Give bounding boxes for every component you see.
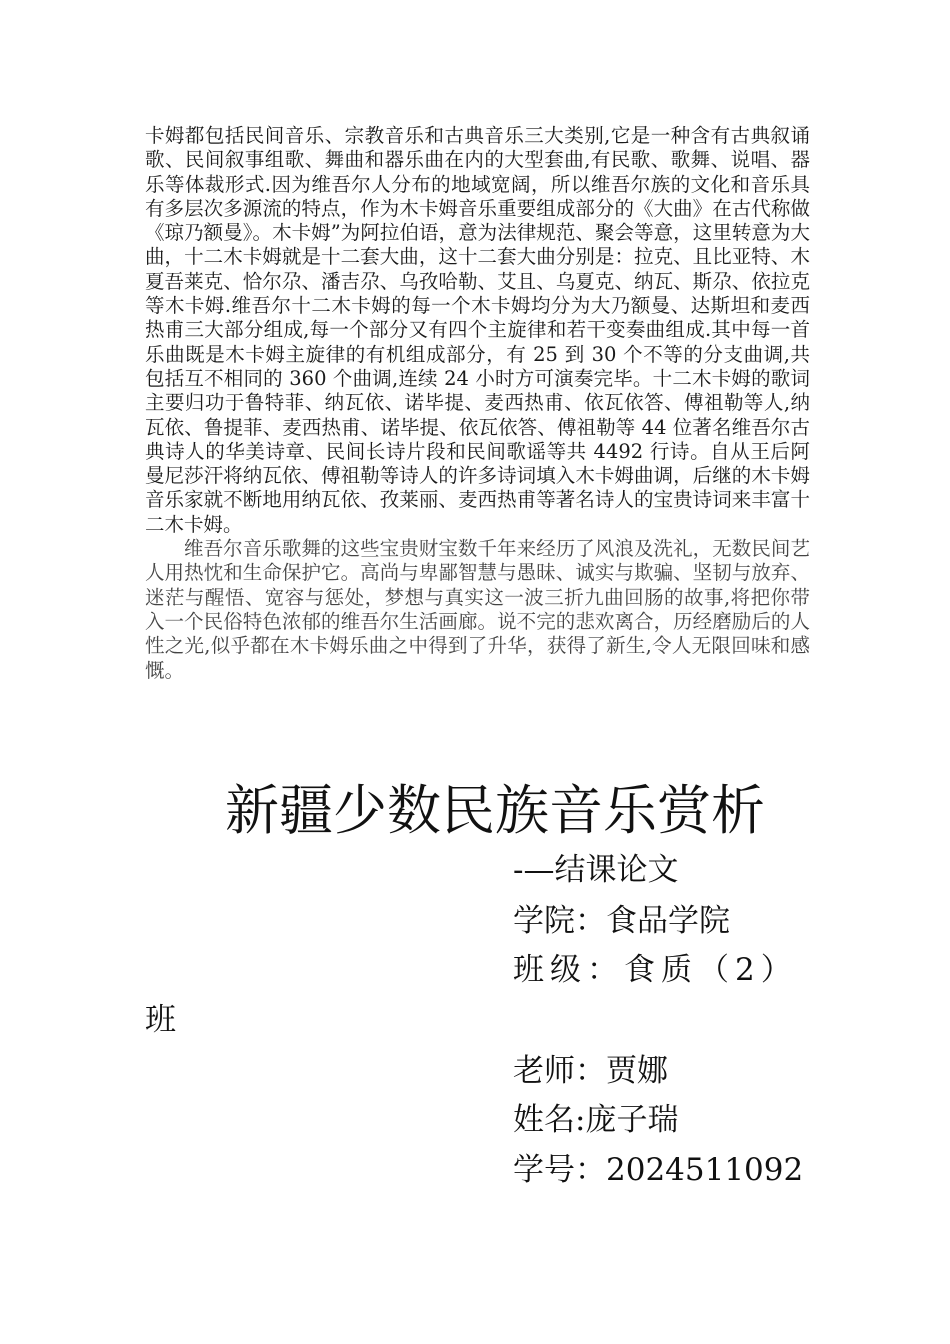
teacher-line: 老师：贾娜 xyxy=(513,1053,668,1089)
name-line: 姓名:庞子瑞 xyxy=(513,1102,679,1138)
paragraph-mukam-intro: 卡姆都包括民间音乐、宗教音乐和古典音乐三大类别,它是一种含有古典叙诵歌、民间叙事组歌、舞曲和器乐曲在内的大型套曲,有民歌、歌舞、说唱、器乐等体裁形式.因为维吾尔人分布的地域宽阔，所以维吾尔族的文化和音乐具有多层次多源流的特点，作为木卡姆音乐重要组成部分的《大曲》在古代称做《琼乃额曼》。木卡姆”为阿拉伯语，意为法律规范、聚会等意，这里转意为大曲，十二木卡姆就是十二套大曲，这十二套大曲分别是：拉克、且比亚特、木夏吾莱克、恰尔尕、潘吉尕、乌孜哈勒、艾且、乌夏克、纳瓦、斯尕、依拉克等木卡姆.维吾尔十二木卡姆的每一个木卡姆均分为大乃额曼、达斯坦和麦西热甫三大部分组成,每一个部分又有四个主旋律和若干变奏曲组成.其中每一首乐曲既是木卡姆主旋律的有机组成部分，有 25 到 30 个不等的分支曲调,共包括互不相同的 360 个曲调,连续 24 小时方可演奏完毕。十二木卡姆的歌词主要归功于鲁特菲、纳瓦依、诺毕提、麦西热甫、依瓦依答、傅祖勒等人,纳瓦依、鲁提菲、麦西热甫、诺毕提、依瓦依答、傅祖勒等 44 位著名维吾尔古典诗人的华美诗章、民间长诗片段和民间歌谣等共 4492 行诗。自从王后阿曼尼莎汗将纳瓦依、傅祖勒等诗人的许多诗词填入木卡姆曲调，后继的木卡姆音乐家就不断地用纳瓦依、孜莱丽、麦西热甫等著名诗人的宝贵诗词来丰富十二木卡姆。 xyxy=(145,124,810,536)
student-id-line: 学号：2024511092 xyxy=(513,1152,804,1188)
class-line-wrap: 班 xyxy=(145,1002,176,1038)
class-line: 班级：食质（2） xyxy=(513,952,798,988)
document-title: 新疆少数民族音乐赏析 xyxy=(225,779,765,842)
body-text xyxy=(145,124,810,683)
subtitle: -—结课论文 xyxy=(513,852,679,888)
college-line: 学院：食品学院 xyxy=(513,903,730,939)
paragraph-uyghur-music: 维吾尔音乐歌舞的这些宝贵财宝数千年来经历了风浪及洗礼，无数民间艺人用热忱和生命保护它。高尚与卑鄙智慧与愚昧、诚实与欺骗、坚韧与放弃、迷茫与醒悟、宽容与惩处，梦想与真实这一波三折九曲回肠的故事,将把你带入一个民俗特色浓郁的维吾尔生活画廊。说不完的悲欢离合，历经磨励后的人性之光,似乎都在木卡姆乐曲之中得到了升华，获得了新生,令人无限回味和感慨。 xyxy=(145,537,810,682)
